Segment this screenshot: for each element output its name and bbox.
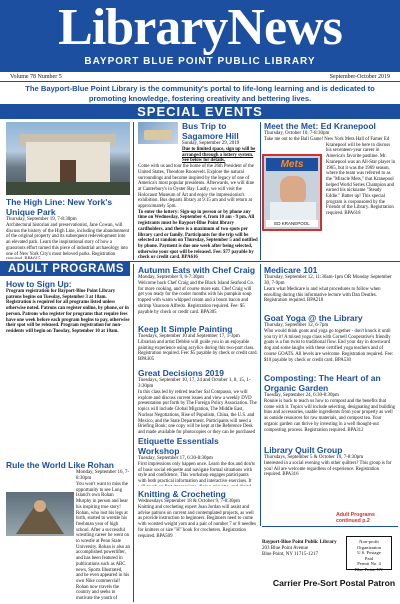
indicia-line: Blue Point, NY <box>354 566 384 572</box>
card-name: ED KRANEPOOL <box>266 220 318 227</box>
article-title: Knitting & Crocheting <box>138 489 226 499</box>
article-body: Interested in a social evening with other quilters? This group is for you! All are welcome regardless of experience. Registration required. BPA316 <box>264 461 392 478</box>
article-body: In this class led by retired teacher Sal Compasso, we will explore and discuss current issues and view a weekly DVD presentation put forth by The Foreign Policy Association. The topics will include Global Migration, The Middle East, Nuclear Negotiations, Rise of Populism, China, the U.S. and Mexico, and the State Department. Participants will need a Briefing Book; one copy will be kept at the Reference Desk and made available for photocopies or they can be purchased <box>138 390 257 434</box>
article-knitting <box>138 489 258 543</box>
article-title: Library Quilt Group <box>264 445 343 455</box>
indicia-line: Non-profit <box>359 539 379 544</box>
article-title: Keep It Simple Painting <box>138 324 233 334</box>
indicia-line: Paid <box>364 555 374 561</box>
adult-programs-banner: ADULT PROGRAMS <box>0 262 130 276</box>
indicia-line: Organization <box>357 544 381 550</box>
article-date: Thursday, September 19, 7-8:30pm <box>6 217 77 222</box>
article-body: Learn what Medicare is and what procedures to follow when enrolling during this informative lecture with Dan Deutles. Registration required. BPA218 <box>264 287 381 304</box>
article-body: Program registration for Bayport-Blue Point Library patrons begins on Tuesday, September 3 at 10am. Registration is required for all programs listed unless otherwise noted. Patrons can register online, by phone, or in person. Patrons who register for programs that require fees have one week before each program begins to pay, otherwise their spot will be released. Program registration for non-residents will begin on Tuesday, September 10 at 10am. <box>6 289 130 334</box>
carrier-presort: Carrier Pre-Sort Postal Patron <box>272 578 396 588</box>
issue-date: September-October 2019 <box>329 74 390 80</box>
postage-indicia <box>346 536 392 570</box>
special-events-banner: SPECIAL EVENTS <box>0 104 400 119</box>
article-body: Welcome back Chef Craig and the Black Island Seafood Co. for more cooking, and of course more eats. Chef Craig will get you ready for the cooler months with his pumpkin soup topped with warm whipped cream and a bourn bacon and shrimp Vaucoon Alfredo. Registration required. Fee: $5 payable by check or credit card. BPA305 <box>138 281 255 315</box>
library-name: BAYPORT BLUE POINT PUBLIC LIBRARY <box>84 56 316 67</box>
article-title: Bus Trip to Sagamore Hill <box>182 121 239 141</box>
article-title: Goat Yoga @ the Library <box>264 313 363 323</box>
article-body: You won't want to miss the opportunity to see Long Island's own Rohan Murphy in person and hear his inspiring true story! Rohan, who lost his legs at birth, started to wrestle his freshman year of high school. After a successful wrestling career he went on to wrestle at Penn State University. Rohan is also an accomplished powerlifter, and has been featured in publications such as ABC news, Sports Illustrated, and he even appeared in his own Nike commercial! Rohan now travels the country and seeks to motivate the youth of <box>76 482 130 602</box>
article-date: Tuesday, September 24, 6:30-8:30pm <box>264 393 339 398</box>
baseball-card-photo <box>262 154 322 231</box>
column-divider <box>133 122 134 260</box>
article-title: Meet the Met: Ed Kranepool <box>264 121 376 131</box>
article-title: Etiquette Essentials Workshop <box>138 436 219 456</box>
column-divider <box>260 122 261 260</box>
article-title: Composting: The Heart of an Organic Garden <box>264 373 381 393</box>
mission-statement: The Bayport-Blue Point Library is the community's portal to life-long learning and is dedicated to promoting knowledge, fostering creativity and bettering lives. <box>25 84 375 103</box>
article-sagamore-hill <box>138 121 258 261</box>
article-etiquette <box>138 436 258 486</box>
mailing-panel <box>262 528 398 602</box>
article-body: Ronnie is back to teach us how to compost and the benefits that come with it. Topics will include selecting, designating and building bins and accessories, usable ingredients from your property as well as outside resources for raw materials, and compost tea. Your organic garden can thrive by investing in a well thought-out composting process. Registration required. BPA312 <box>264 399 396 433</box>
article-date: Thursday, October 10, 7-8:30pm <box>264 131 330 136</box>
article-how-to-sign-up <box>6 279 130 437</box>
logo-news: News <box>227 0 342 56</box>
article-highlight: Due to limited space, sign up will be arranged through a lottery system. See below for details. <box>182 147 256 164</box>
article-title: Rule the World Like Rohan <box>6 460 114 470</box>
article-title: Medicare 101 <box>264 265 318 275</box>
article-body: Librarian and artist Debbie will guide you in an enjoyable painting experience using acrylics during this two-part class. Registration required. Fee: $5 payable by check or credit card. BPA305 <box>138 340 258 363</box>
article-high-line <box>6 197 130 259</box>
return-org: Bayport-Blue Point Public Library <box>262 540 337 545</box>
article-body: Take me out to the Ball Game! New York Mets Hall of Famer Ed Kranepool will be here to discuss his seventeen-year career in America's favorite pastime. Mr. Kranepool was an All-Star player in 1965, but it was the 1969 season, where the team was referred to as the "Miracle Mets," that Kranepool helped World Series Champion and earned his nickname "Steady Eddie." Batter up! This special program is cosponsored by the Friends of the Library. Registration required. BPA618 <box>264 137 396 217</box>
article-autumn-eats <box>138 265 258 322</box>
article-date: Monday, September 9, 6-7:30pm <box>138 275 204 280</box>
article-body: Who would think goats and yoga go together - don't knock it until you try it! A mixed yoga class with Cornell Cooperative's friendly goats is a fun twist to traditional flow. End your day in downward dog and some laughs with these certified yoga teachers and of course GOATS. All levels are welcome. Registration required. Fee: $10 payable by check or credit card. BPA530 <box>264 329 394 363</box>
article-date: Thursdays, September 5 & October 10, 7-8:30pm <box>264 455 364 460</box>
return-address <box>262 540 338 557</box>
article-body: Architectural historian and preservationist, Jane Cowan, will discuss the history of the High Line, including the abandonment of the original property and its subsequent redevelopment into an elevated park. Learn the inspirational story of how a grassroots effort turned this piece of industrial archaeology into one of New York City's most beloved parks. Registration <box>6 223 130 257</box>
indicia-line: U.S. Postage <box>357 550 381 556</box>
return-city: Blue Point, NY 11715-1217 <box>262 551 319 557</box>
article-date: Monday, September 16, 7-8:30pm <box>76 470 130 481</box>
indicia-line: Permit No. 4 <box>357 561 381 567</box>
rohan-photo <box>6 492 74 536</box>
logo-library: Library <box>58 0 228 56</box>
article-goat-yoga <box>264 313 396 371</box>
card-team: Mets <box>266 158 318 171</box>
building-photo <box>6 122 130 195</box>
article-body: First impressions only happen once. Learn the dos and don'ts of basic social etiquette and navigate formal situations with style and confidence. This workshop engages participants with both practical information and interactive exercises. It <box>138 462 256 485</box>
mailer-rule <box>262 526 398 527</box>
article-date: Thursday, September 12, 11:30am-1pm OR Monday September 30, 7-9pm <box>264 275 392 286</box>
article-body: Come with us and tour the home of the 26th President of the United States, Theodore Roosevelt. Explore the natural surroundings and become inspired by the legacy of one of America's most popular presidents. Afterwards, we will dine at Canterbury's in Oyster Bay. Lastly, we will visit the Holocaust Museum of Art and enjoy the impressionist's exhibition. Bus departs library at 9:15 am and will return at approximately 5pm. <box>138 164 255 210</box>
section-rule <box>0 261 400 262</box>
article-date: Tuesday, September 17, 6:30-8:30pm <box>138 456 213 461</box>
article-date: Thursday, September 12, 6-7pm <box>264 323 329 328</box>
continued-note: Adult Programs continued p.2 <box>336 512 375 524</box>
column-divider <box>260 264 261 526</box>
article-lottery: To enter the lottery: Sign-up in person or by phone any time on Wednesday, September 4, from 10 am - 9 pm. All registrants must be Bayport-Blue Point library cardholders, and there is a maximum of two spots per library card or family. Participants for the trip will be selected at random on Thursday, September 5 and notified by phone. Payment is due one week after being selected, otherwise your spot will be released. Fee: $77 payable by check or credit card. BPA616 <box>138 209 258 261</box>
article-title: How to Sign Up: <box>6 279 72 289</box>
volume-number: Volume 78 Number 5 <box>10 74 62 80</box>
library-news-logo <box>0 0 400 56</box>
article-title: The High Line: New York's Unique Park <box>6 197 113 217</box>
article-date: Tuesdays, September 10 and September 17, 1-3pm <box>138 334 240 339</box>
article-great-decisions <box>138 368 258 434</box>
article-medicare <box>264 265 396 311</box>
article-date: Wednesdays September 18 & October 9, 7-8:30pm <box>138 499 240 504</box>
article-title: Autumn Eats with Chef Craig <box>138 265 256 275</box>
article-date: Sunday, September 29, 2019 <box>182 141 240 146</box>
masthead <box>0 0 400 72</box>
column-divider <box>133 264 134 602</box>
article-quilt-group <box>264 445 396 509</box>
article-body: Knitting and crocheting expert Joan Jordan will assist and advise patrons on current and contemplated projects, as well as provide instruction to beginners. Beginners need to come with worsted weight yarn and a pair of number 7 or 8 needles for knitters or size "H" hook for crocheters. Registration required. BPA509 <box>138 505 257 539</box>
article-composting <box>264 373 396 443</box>
article-keep-simple <box>138 324 258 366</box>
return-street: 203 Blue Point Avenue <box>262 545 309 551</box>
article-date: Tuesdays, September 10, 17, 24 and October 1, 8, 15, 1-3:30pm <box>138 378 251 389</box>
volume-bar <box>0 72 400 82</box>
article-title: Great Decisions 2019 <box>138 368 224 378</box>
